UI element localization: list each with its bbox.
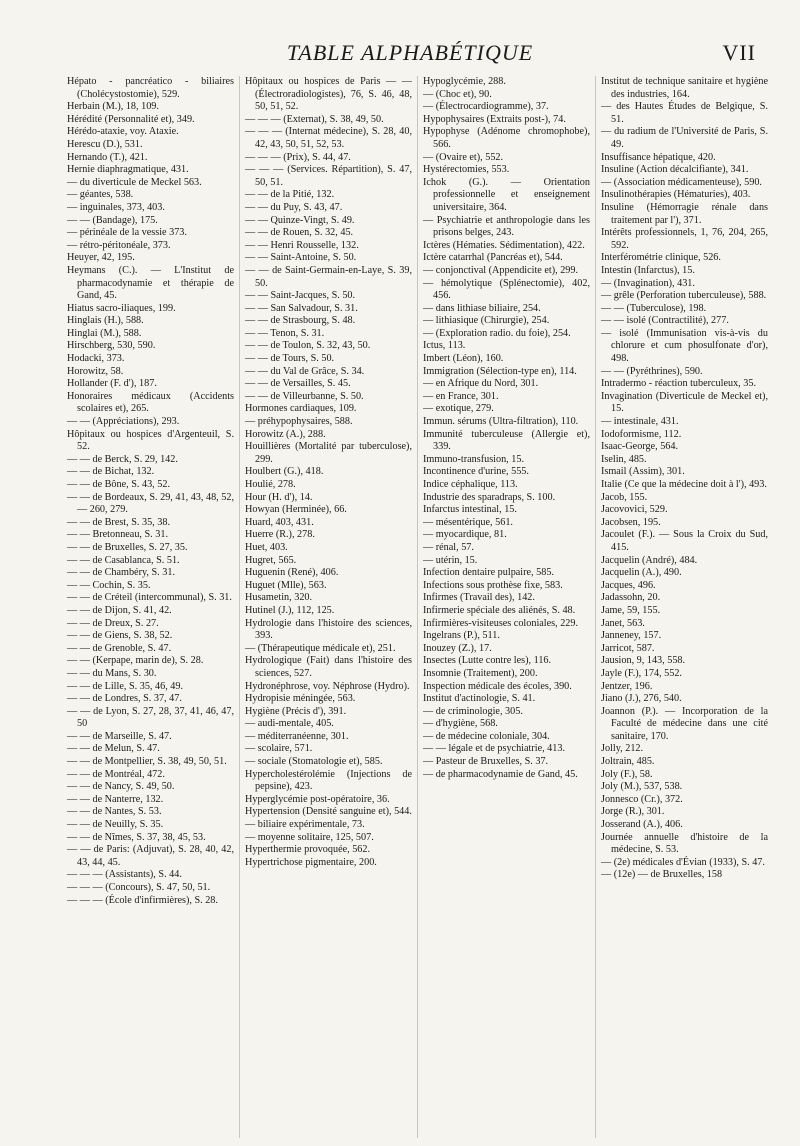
- index-entry: Joly (M.), 537, 538.: [601, 781, 683, 793]
- index-entry: — — de Nanterre, 132.: [67, 793, 164, 805]
- index-entry: — — (Tuberculose), 198.: [601, 302, 707, 314]
- index-entry: Imbert (Léon), 160.: [423, 353, 504, 365]
- index-entry: — myocardique, 81.: [423, 529, 507, 541]
- index-entry: Immun. sérums (Ultra-filtration), 110.: [423, 416, 579, 428]
- index-entry: Hypertension (Densité sanguine et), 544.: [245, 806, 412, 818]
- index-entry: — — Saint-Jacques, S. 50.: [245, 290, 356, 302]
- index-entry: Hernie diaphragmatique, 431.: [67, 164, 189, 176]
- index-entry: — exotique, 279.: [423, 403, 494, 415]
- index-entry: Infirmes (Travail des), 142.: [423, 592, 535, 604]
- index-entry: — du radium de l'Université de Paris, S. 49.: [601, 126, 768, 150]
- index-entry: Jayle (F.), 174, 552.: [601, 667, 682, 679]
- index-entry: Infirmières-visiteuses coloniales, 229.: [423, 617, 579, 629]
- index-entry: Journée annuelle d'histoire de la médecine, S. 53.: [601, 831, 768, 856]
- index-entry: — dans lithiase biliaire, 254.: [423, 302, 541, 314]
- index-entry: Hinglai (M.), 588.: [67, 327, 142, 339]
- index-entry: Iselin, 485.: [601, 453, 647, 465]
- index-column-4: [595, 76, 773, 1138]
- index-entry: — audi-mentale, 405.: [245, 718, 334, 730]
- index-entry: Inspection médicale des écoles, 390.: [423, 680, 572, 692]
- index-entry: — — Bretonneau, S. 31.: [67, 529, 169, 541]
- index-entry: — rénal, 57.: [423, 541, 474, 553]
- index-entry: Jame, 59, 155.: [601, 604, 661, 616]
- index-entry: Hugret, 565.: [245, 554, 297, 566]
- index-entry: — — — (Prix), S. 44, 47.: [245, 151, 351, 163]
- index-entry: — en Afrique du Nord, 301.: [423, 378, 539, 390]
- index-entry: — — de Montpellier, S. 38, 49, 50, 51.: [67, 756, 227, 768]
- index-entry: — — de Rouen, S. 32, 45.: [245, 227, 354, 239]
- index-entry: Iodoformisme, 112.: [601, 428, 682, 440]
- index-entry: — de pharmacodynamie de Gand, 45.: [423, 768, 578, 780]
- index-entry: — (Électrocardiogramme), 37.: [423, 101, 549, 113]
- index-entry: — — de Strasbourg, S. 48.: [245, 315, 356, 327]
- index-entry: Infection dentaire pulpaire, 585.: [423, 567, 554, 579]
- index-entry: — — de Paris: (Adjuvat), S. 28, 40, 42, 43, 44, 45.: [67, 844, 234, 868]
- index-entry: — périnéale de la vessie 373.: [67, 227, 187, 239]
- index-entry: Jolly, 212.: [601, 743, 644, 755]
- index-entry: Insomnie (Traitement), 200.: [423, 667, 538, 679]
- index-column-3: [417, 76, 595, 1138]
- index-entry: — — de Tours, S. 50.: [245, 353, 335, 365]
- index-entry: Jadassohn, 20.: [601, 592, 661, 604]
- index-entry: — — San Salvadour, S. 31.: [245, 302, 358, 314]
- index-entry: Hystérectomies, 553.: [423, 164, 510, 176]
- index-entry: Honoraires médicaux (Accidents scolaires et), 265.: [67, 390, 234, 415]
- index-entry: Hypercholestérolémie (Injections de pepsine), 423.: [245, 768, 412, 793]
- index-entry: — grêle (Perforation tuberculeuse), 588.: [601, 290, 767, 302]
- index-entry: Hutinel (J.), 112, 125.: [245, 604, 335, 616]
- index-entry: Hôpitaux ou hospices de Paris — — (Électroradiologistes), 76, S. 46, 48, 50, 51, 52.: [245, 76, 412, 113]
- index-entry: — — — (Internat médecine), S. 28, 40, 42, 43, 50, 51, 52, 53.: [245, 126, 412, 150]
- index-entry: Horowitz (A.), 288.: [245, 428, 326, 440]
- index-entry: — — de Marseille, S. 47.: [67, 730, 172, 742]
- page-header: [60, 38, 760, 68]
- index-entry: — — de Casablanca, S. 51.: [67, 554, 180, 566]
- index-entry: — — — (Services. Répartition), S. 47, 50, 51.: [245, 164, 412, 188]
- index-entry: Intradermo - réaction tuberculeux, 35.: [601, 378, 757, 390]
- index-entry: — — — (Concours), S. 47, 50, 51.: [67, 882, 211, 893]
- index-entry: — — — (Assistants), S. 44.: [67, 869, 182, 881]
- index-entry: — — du Mans, S. 30.: [67, 667, 157, 679]
- index-entry: — — de Bruxelles, S. 27, 35.: [67, 541, 188, 553]
- index-entry: Hollander (F. d'), 187.: [67, 378, 157, 390]
- index-entry: Houillières (Mortalité par tuberculose), 299.: [245, 441, 412, 465]
- index-entry: — utérin, 15.: [423, 554, 478, 566]
- index-entry: — — de Bichat, 132.: [67, 466, 155, 478]
- index-column-1: [62, 76, 239, 1138]
- index-entry: — — (Bandage), 175.: [67, 214, 158, 226]
- index-entry: Hypertrichose pigmentaire, 200.: [245, 856, 377, 868]
- index-entry: Ingelrans (P.), 511.: [423, 630, 500, 642]
- index-entry: — du diverticule de Meckel 563.: [67, 176, 202, 188]
- index-entry: Immunité tuberculeuse (Allergie et), 339.: [423, 428, 590, 453]
- index-entry: — biliaire expérimentale, 73.: [245, 819, 365, 831]
- index-entry: Hour (H. d'), 14.: [245, 491, 313, 503]
- index-entry: Ictère catarrhal (Pancréas et), 544.: [423, 252, 563, 264]
- index-entry: Hydrologique (Fait) dans l'histoire des sciences, 527.: [245, 655, 412, 679]
- index-entry: Huguet (Mlle), 563.: [245, 579, 327, 591]
- index-column-2: [239, 76, 417, 1138]
- index-entry: Hernando (T.), 421.: [67, 151, 148, 163]
- index-entry: — — de Bordeaux, S. 29, 41, 43, 48, 52, — 260, 279.: [67, 491, 234, 516]
- index-entry: — (12e) — de Bruxelles, 158: [601, 869, 723, 881]
- index-entry: Herescu (D.), 531.: [67, 138, 143, 150]
- index-columns: [62, 76, 774, 1138]
- index-entry: — — Tenon, S. 31.: [245, 327, 325, 339]
- index-entry: Hormones cardiaques, 109.: [245, 403, 357, 415]
- index-entry: — — — (École d'infirmières), S. 28.: [67, 894, 218, 906]
- index-entry: — — de Nancy, S. 49, 50.: [67, 781, 175, 793]
- index-entry: — — de Dreux, S. 27.: [67, 617, 159, 629]
- index-entry: Jentzer, 196.: [601, 680, 653, 692]
- index-entry: — des Hautes Études de Belgique, S. 51.: [601, 101, 768, 125]
- index-entry: — d'hygiène, 568.: [423, 718, 498, 730]
- index-entry: — isolé (Immunisation vis-à-vis du chlorure et cum phosulfonate d'or), 498.: [601, 327, 768, 365]
- index-entry: Herbain (M.), 18, 109.: [67, 101, 159, 113]
- index-entry: Jacquelin (A.), 490.: [601, 567, 682, 579]
- index-entry: — — de Dijon, S. 41, 42.: [67, 604, 172, 616]
- index-entry: — — légale et de psychiatrie, 413.: [423, 743, 566, 755]
- index-entry: Heuyer, 42, 195.: [67, 252, 135, 264]
- index-entry: — — isolé (Contractilité), 277.: [601, 315, 729, 327]
- index-entry: — lithiasique (Chirurgie), 254.: [423, 315, 550, 327]
- index-entry: Hydrologie dans l'histoire des sciences, 393.: [245, 617, 412, 642]
- index-entry: — — de Toulon, S. 32, 43, 50.: [245, 340, 371, 352]
- index-entry: Husametin, 320.: [245, 592, 313, 604]
- index-entry: — de criminologie, 305.: [423, 705, 523, 717]
- index-entry: Insuline (Hémorragie rénale dans traitement par l'), 371.: [601, 201, 768, 226]
- index-entry: — — — (Externat), S. 38, 49, 50.: [245, 113, 384, 125]
- index-entry: — — de Giens, S. 38, 52.: [67, 630, 173, 642]
- index-entry: — sociale (Stomatologie et), 585.: [245, 756, 383, 768]
- index-entry: — — du Val de Grâce, S. 34.: [245, 365, 365, 377]
- index-entry: — moyenne solitaire, 125, 507.: [245, 831, 374, 843]
- index-entry: Italie (Ce que la médecine doit à l'), 493.: [601, 479, 767, 490]
- page-number: VII: [722, 40, 756, 65]
- index-entry: — — de Nîmes, S. 37, 38, 45, 53.: [67, 831, 206, 843]
- index-entry: Jacquelin (André), 484.: [601, 554, 698, 566]
- index-entry: Hinglais (H.), 588.: [67, 315, 144, 327]
- index-entry: — — de Berck, S. 29, 142.: [67, 453, 178, 465]
- index-entry: — méditerranéenne, 301.: [245, 730, 349, 742]
- index-entry: Jausion, 9, 143, 558.: [601, 655, 686, 667]
- index-entry: Hérédité (Personnalité et), 349.: [67, 113, 195, 125]
- index-entry: Hiatus sacro-iliaques, 199.: [67, 302, 176, 314]
- index-entry: — en France, 301.: [423, 390, 499, 402]
- index-entry: — — de Neuilly, S. 35.: [67, 819, 164, 831]
- index-entry: Insuffisance hépatique, 420.: [601, 151, 716, 163]
- index-entry: Jacobsen, 195.: [601, 516, 661, 528]
- index-entry: Huerre (R.), 278.: [245, 529, 315, 541]
- index-entry: — préhypophysaires, 588.: [245, 416, 353, 428]
- index-entry: Hyperglycémie post-opératoire, 36.: [245, 793, 390, 805]
- index-entry: — — Saint-Antoine, S. 50.: [245, 252, 357, 264]
- index-entry: — — Quinze-Vingt, S. 49.: [245, 214, 355, 226]
- index-entry: — — de Créteil (intercommunal), S. 31.: [67, 592, 232, 604]
- index-entry: Ictères (Hématies. Sédimentation), 422.: [423, 239, 585, 251]
- index-entry: Horowitz, 58.: [67, 365, 124, 377]
- index-entry: — — de Versailles, S. 45.: [245, 378, 351, 390]
- index-entry: Ismail (Assim), 301.: [601, 466, 685, 478]
- index-entry: Joly (F.), 58.: [601, 768, 653, 780]
- index-entry: Insuline (Action décalcifiante), 341.: [601, 164, 749, 176]
- index-entry: Institut de technique sanitaire et hygiène des industries, 164.: [601, 76, 768, 100]
- index-entry: Janet, 563.: [601, 617, 645, 629]
- index-entry: — — de Melun, S. 47.: [67, 743, 160, 755]
- index-entry: Jiano (J.), 276, 540.: [601, 693, 682, 705]
- index-entry: — — de Londres, S. 37, 47.: [67, 693, 182, 705]
- index-entry: Jorge (R.), 301.: [601, 806, 665, 818]
- index-entry: — — (Kerpape, marin de), S. 28.: [67, 655, 204, 667]
- index-entry: Ichok (G.). — Orientation professionnelle et enseignement universitaire, 364.: [423, 176, 590, 213]
- index-entry: — rétro-péritonéale, 373.: [67, 239, 171, 251]
- index-entry: — de médecine coloniale, 304.: [423, 730, 550, 742]
- index-entry: Jacques, 496.: [601, 579, 656, 591]
- index-entry: Huguenin (René), 406.: [245, 567, 339, 579]
- index-entry: — conjonctival (Appendicite et), 299.: [423, 264, 579, 276]
- index-entry: — (Choc et), 90.: [423, 88, 492, 100]
- index-entry: Jarricot, 587.: [601, 642, 655, 654]
- index-entry: — — (Appréciations), 293.: [67, 416, 180, 428]
- index-entry: Jacovovici, 529.: [601, 504, 668, 516]
- index-entry: — — de Villeurbanne, S. 50.: [245, 390, 364, 402]
- index-entry: — — de Lille, S. 35, 46, 49.: [67, 680, 184, 692]
- index-entry: Jacoulet (F.). — Sous la Croix du Sud, 415.: [601, 529, 768, 553]
- index-entry: — — de Nantes, S. 53.: [67, 806, 162, 818]
- index-entry: Inouzey (Z.), 17.: [423, 642, 492, 654]
- index-entry: Hypophysaires (Extraits post-), 74.: [423, 113, 566, 125]
- index-entry: — (Exploration radio. du foie), 254.: [423, 327, 571, 339]
- index-entry: Ictus, 113.: [423, 340, 466, 352]
- index-entry: Insectes (Lutte contre les), 116.: [423, 655, 552, 667]
- index-entry: — — de Lyon, S. 27, 28, 37, 41, 46, 47, 50: [67, 705, 234, 730]
- index-entry: Huard, 403, 431.: [245, 516, 314, 528]
- index-entry: Hydronéphrose, voy. Néphrose (Hydro).: [245, 680, 410, 692]
- index-entry: Joannon (P.). — Incorporation de la Faculté de médecine dans une cité sanitaire, 170.: [601, 705, 768, 742]
- index-entry: Hygiène (Précis d'), 391.: [245, 705, 347, 717]
- index-entry: — (Invagination), 431.: [601, 277, 695, 289]
- index-entry: — — de Grenoble, S. 47.: [67, 642, 172, 654]
- index-entry: Intérêts professionnels, 1, 76, 204, 265, 592.: [601, 227, 768, 251]
- index-entry: Howyan (Herminée), 66.: [245, 504, 347, 516]
- index-entry: Immuno-transfusion, 15.: [423, 453, 525, 465]
- index-entry: — intestinale, 431.: [601, 416, 679, 428]
- index-entry: — géantes, 538.: [67, 189, 134, 201]
- index-entry: Jonnesco (Cr.), 372.: [601, 793, 683, 805]
- index-entry: Infirmerie spéciale des aliénés, S. 48.: [423, 604, 576, 616]
- index-entry: Isaac-George, 564.: [601, 441, 679, 453]
- index-entry: Hypophyse (Adénome chromophobe), 566.: [423, 126, 590, 150]
- index-entry: Infarctus intestinal, 15.: [423, 504, 517, 516]
- index-entry: Invagination (Diverticule de Meckel et), 15.: [601, 390, 768, 415]
- index-entry: — — de Bône, S. 43, 52.: [67, 479, 171, 490]
- index-entry: Josserand (A.), 406.: [601, 819, 683, 831]
- page-title: TABLE ALPHABÉTIQUE: [286, 40, 534, 65]
- index-entry: Hydropisie méningée, 563.: [245, 693, 356, 705]
- index-entry: Houlié, 278.: [245, 479, 296, 490]
- index-entry: Hépato - pancréatico - biliaires (Cholécystostomie), 529.: [67, 76, 234, 100]
- index-entry: Interférométrie clinique, 526.: [601, 252, 721, 264]
- index-entry: Institut d'actinologie, S. 41.: [423, 693, 536, 705]
- index-entry: — Psychiatrie et anthropologie dans les prisons belges, 243.: [423, 214, 590, 239]
- index-entry: Hirschberg, 530, 590.: [67, 340, 156, 352]
- index-entry: — mésentérique, 561.: [423, 516, 513, 528]
- index-entry: Jacob, 155.: [601, 491, 648, 503]
- index-entry: — — Cochin, S. 35.: [67, 579, 151, 591]
- index-entry: Joltrain, 485.: [601, 756, 655, 768]
- index-entry: Huet, 403.: [245, 541, 288, 553]
- index-entry: — (Association médicamenteuse), 590.: [601, 176, 762, 188]
- index-entry: Infections sous prothèse fixe, 583.: [423, 579, 563, 591]
- index-entry: — (Thérapeutique médicale et), 251.: [245, 642, 396, 654]
- index-entry: — — (Pyréthrines), 590.: [601, 365, 703, 377]
- index-entry: Heymans (C.). — L'Institut de pharmacodynamie et thérapie de Gand, 45.: [67, 264, 234, 302]
- index-entry: Hyperthermie provoquée, 562.: [245, 844, 371, 856]
- index-entry: Houlbert (G.), 418.: [245, 466, 324, 478]
- index-entry: — — de la Pitié, 132.: [245, 189, 335, 201]
- index-entry: Industrie des sparadraps, S. 100.: [423, 491, 556, 503]
- index-entry: Immigration (Sélection-type en), 114.: [423, 365, 577, 377]
- index-entry: — (Ovaire et), 552.: [423, 151, 504, 163]
- index-entry: — scolaire, 571.: [245, 743, 313, 755]
- index-entry: — — de Brest, S. 35, 38.: [67, 516, 171, 528]
- index-entry: — — de Saint-Germain-en-Laye, S. 39, 50.: [245, 264, 412, 289]
- index-entry: — inguinales, 373, 403.: [67, 201, 165, 213]
- index-entry: — (2e) médicales d'Évian (1933), S. 47.: [601, 856, 765, 868]
- index-entry: Intestin (Infarctus), 15.: [601, 264, 695, 276]
- index-entry: Hypoglycémie, 288.: [423, 76, 506, 87]
- index-entry: Incontinence d'urine, 555.: [423, 466, 529, 478]
- index-entry: Hérédo-ataxie, voy. Ataxie.: [67, 126, 179, 138]
- index-entry: — — de Montréal, 472.: [67, 768, 165, 780]
- index-entry: — — Henri Rousselle, 132.: [245, 239, 359, 251]
- index-entry: — Pasteur de Bruxelles, S. 37.: [423, 756, 549, 768]
- index-entry: — hémolytique (Splénectomie), 402, 456.: [423, 277, 590, 302]
- index-entry: — — du Puy, S. 43, 47.: [245, 201, 343, 213]
- index-entry: Indice céphalique, 113.: [423, 479, 518, 490]
- index-entry: — — de Chambéry, S. 31.: [67, 567, 175, 579]
- index-entry: Hodacki, 373.: [67, 353, 125, 365]
- index-entry: Insulinothérapies (Hématuries), 403.: [601, 189, 751, 201]
- index-entry: Janneney, 157.: [601, 630, 662, 642]
- index-entry: Hôpitaux ou hospices d'Argenteuil, S. 52.: [67, 428, 234, 453]
